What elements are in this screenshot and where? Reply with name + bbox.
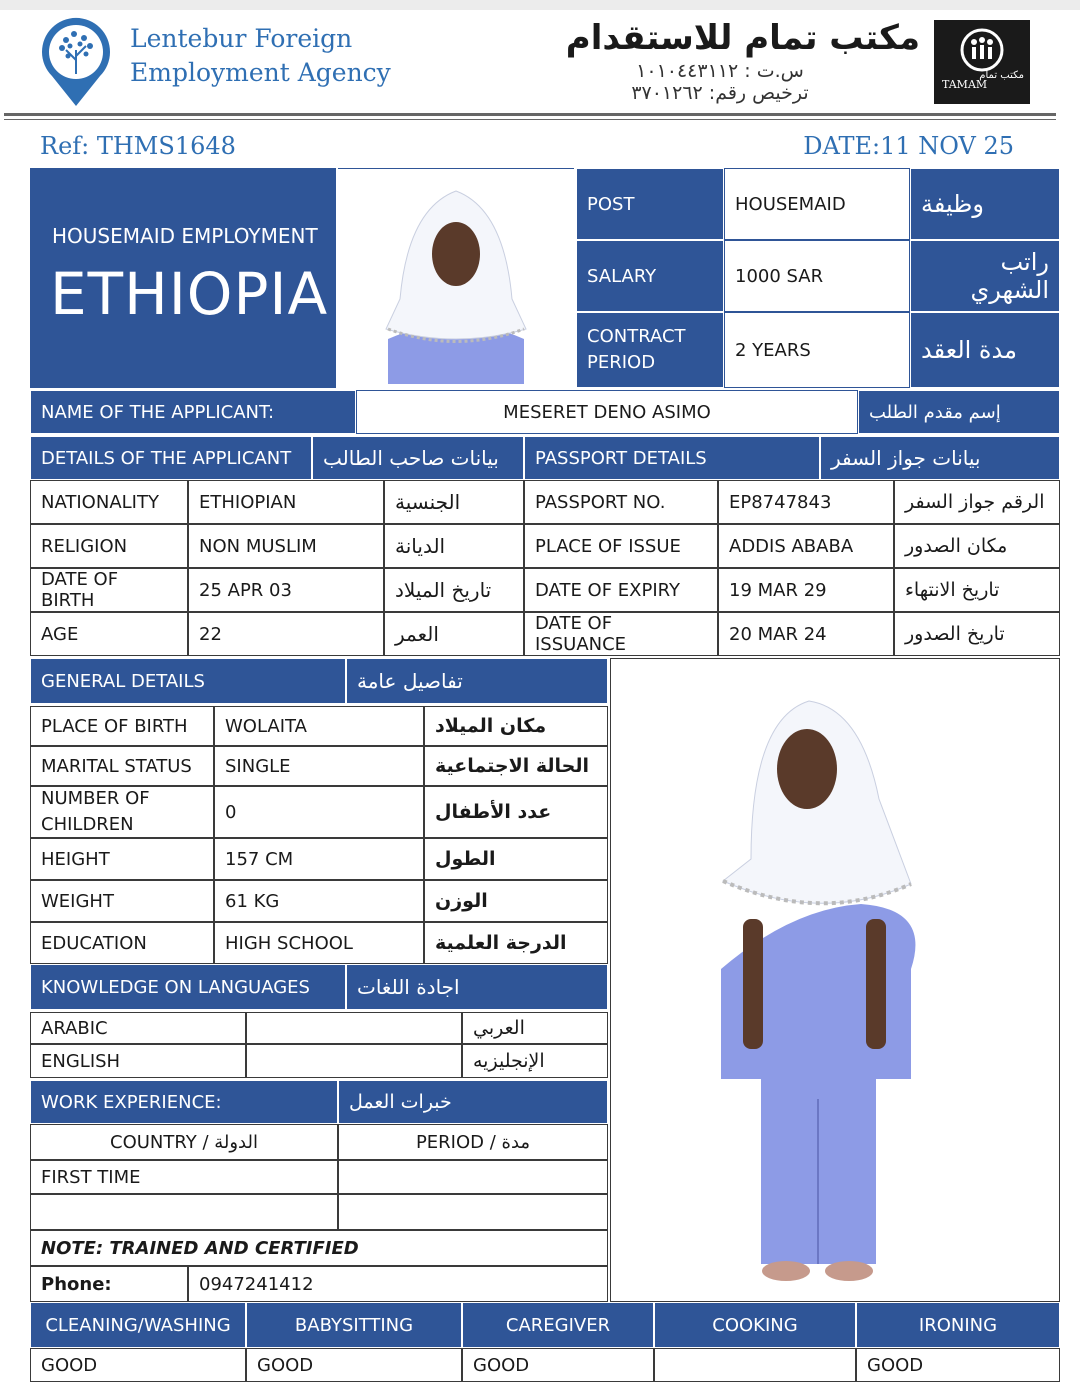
passport-expiry-arabic: تاريخ الانتهاء [894, 568, 1060, 612]
job-salary-value: 1000 SAR [724, 240, 910, 312]
general-marital-arabic: الحالة الاجتماعية [424, 746, 608, 786]
detail-dob-arabic: تاريخ الميلاد [384, 568, 524, 612]
skill-babysitting-label: BABYSITTING [246, 1302, 462, 1348]
phone-label: Phone: [30, 1266, 188, 1302]
employment-banner [30, 168, 336, 388]
general-children-value: 0 [214, 786, 424, 838]
passport-place-arabic: مكان الصدور [894, 524, 1060, 568]
detail-dob-value: 25 APR 03 [188, 568, 384, 612]
document-date: DATE:11 NOV 25 [803, 132, 1014, 160]
top-bar [0, 0, 1080, 10]
job-salary-label: SALARY [576, 240, 724, 312]
passport-expiry-label: DATE OF EXPIRY [524, 568, 718, 612]
skill-ironing-value: GOOD [856, 1348, 1060, 1382]
general-birthplace-value: WOLAITA [214, 706, 424, 746]
passport-place-label: PLACE OF ISSUE [524, 524, 718, 568]
languages-header-arabic: اجادة اللغات [346, 964, 608, 1010]
language-arabic-label: ARABIC [30, 1012, 246, 1044]
banner-country: ETHIOPIA [50, 260, 329, 328]
passport-expiry-value: 19 MAR 29 [718, 568, 894, 612]
skill-cleaning-label: CLEANING/WASHING [30, 1302, 246, 1348]
work-country-column: COUNTRY / الدولة [30, 1124, 338, 1160]
applicant-name-label: NAME OF THE APPLICANT: [30, 390, 356, 434]
general-birthplace-arabic: مكان الميلاد [424, 706, 608, 746]
arabic-cr-number: س.ت : ١٠١٠٤٤٣١١٢ [636, 60, 804, 82]
skill-caregiver-label: CAREGIVER [462, 1302, 654, 1348]
agency-name-line1: Lentebur Foreign [130, 24, 353, 53]
general-education-value: HIGH SCHOOL [214, 922, 424, 964]
passport-issuance-arabic: تاريخ الصدور [894, 612, 1060, 656]
general-marital-label: MARITAL STATUS [30, 746, 214, 786]
passport-no-label: PASSPORT NO. [524, 480, 718, 524]
work-row-2-period [338, 1194, 608, 1230]
job-post-arabic: وظيفة [910, 168, 1060, 240]
detail-religion-value: NON MUSLIM [188, 524, 384, 568]
detail-age-value: 22 [188, 612, 384, 656]
header-separator-thin [4, 119, 1056, 120]
arabic-license-number: ترخيص رقم: ٣٧٠١٢٦٢ [631, 82, 809, 104]
work-row-1-country: FIRST TIME [30, 1160, 338, 1194]
applicant-name-value: MESERET DENO ASIMO [356, 390, 858, 434]
passport-header: PASSPORT DETAILS [524, 436, 820, 480]
applicant-name-arabic: إسم مقدم الطلب [858, 390, 1060, 434]
detail-nationality-label: NATIONALITY [30, 480, 188, 524]
general-education-arabic: الدرجة العلمية [424, 922, 608, 964]
job-contract-label: CONTRACT PERIOD [576, 312, 724, 388]
details-header-arabic: بيانات صاحب الطالب [312, 436, 524, 480]
skill-babysitting-value: GOOD [246, 1348, 462, 1382]
skill-cooking-label: COOKING [654, 1302, 856, 1348]
work-header: WORK EXPERIENCE: [30, 1080, 338, 1124]
general-education-label: EDUCATION [30, 922, 214, 964]
detail-age-label: AGE [30, 612, 188, 656]
job-post-label: POST [576, 168, 724, 240]
lentebur-logo [38, 16, 114, 108]
language-arabic-value [246, 1012, 462, 1044]
skill-cleaning-value: GOOD [30, 1348, 246, 1382]
passport-header-arabic: بيانات جواز السفر [820, 436, 1060, 480]
language-english-arabic: الإنجليزيه [462, 1044, 608, 1078]
general-weight-arabic: الوزن [424, 880, 608, 922]
language-arabic-arabic: العربي [462, 1012, 608, 1044]
general-weight-label: WEIGHT [30, 880, 214, 922]
work-row-1-period [338, 1160, 608, 1194]
banner-subtitle: HOUSEMAID EMPLOYMENT [52, 224, 318, 248]
general-birthplace-label: PLACE OF BIRTH [30, 706, 214, 746]
detail-age-arabic: العمر [384, 612, 524, 656]
job-contract-value: 2 YEARS [724, 312, 910, 388]
passport-no-arabic: الرقم جواز السفر [894, 480, 1060, 524]
general-height-value: 157 CM [214, 838, 424, 880]
languages-header: KNOWLEDGE ON LANGUAGES [30, 964, 346, 1010]
detail-religion-label: RELIGION [30, 524, 188, 568]
general-children-label: NUMBER OF CHILDREN [30, 786, 214, 838]
general-header: GENERAL DETAILS [30, 658, 346, 704]
passport-no-value: EP8747843 [718, 480, 894, 524]
work-period-column: PERIOD / مدة [338, 1124, 608, 1160]
applicant-full-body-photo [610, 658, 1060, 1302]
passport-issuance-value: 20 MAR 24 [718, 612, 894, 656]
reference-number: Ref: THMS1648 [40, 132, 236, 160]
general-children-arabic: عدد الأطفال [424, 786, 608, 838]
tamam-logo-text: TAMAM [942, 78, 988, 91]
details-header: DETAILS OF THE APPLICANT [30, 436, 312, 480]
passport-issuance-label: DATE OF ISSUANCE [524, 612, 718, 656]
training-note: NOTE: TRAINED AND CERTIFIED [30, 1230, 608, 1266]
detail-religion-arabic: الديانة [384, 524, 524, 568]
general-height-arabic: الطول [424, 838, 608, 880]
tamam-logo-arabic: مكتب تمام [979, 70, 1024, 81]
general-marital-value: SINGLE [214, 746, 424, 786]
arabic-office-name: مكتب تمام للاستقدام [565, 18, 920, 58]
general-weight-value: 61 KG [214, 880, 424, 922]
general-height-label: HEIGHT [30, 838, 214, 880]
tamam-logo [934, 20, 1030, 104]
applicant-portrait [338, 168, 574, 388]
detail-dob-label: DATE OF BIRTH [30, 568, 188, 612]
skill-caregiver-value: GOOD [462, 1348, 654, 1382]
general-header-arabic: تفاصيل عامة [346, 658, 608, 704]
skill-cooking-value [654, 1348, 856, 1382]
job-contract-arabic: مدة العقد [910, 312, 1060, 388]
detail-nationality-value: ETHIOPIAN [188, 480, 384, 524]
skill-ironing-label: IRONING [856, 1302, 1060, 1348]
job-post-value: HOUSEMAID [724, 168, 910, 240]
passport-place-value: ADDIS ABABA [718, 524, 894, 568]
header-separator [4, 113, 1056, 116]
phone-value: 0947241412 [188, 1266, 608, 1302]
work-row-2-country [30, 1194, 338, 1230]
work-header-arabic: خبرات العمل [338, 1080, 608, 1124]
language-english-value [246, 1044, 462, 1078]
detail-nationality-arabic: الجنسية [384, 480, 524, 524]
agency-name-line2: Employment Agency [130, 58, 391, 87]
job-salary-arabic: راتب الشهري [910, 240, 1060, 312]
language-english-label: ENGLISH [30, 1044, 246, 1078]
